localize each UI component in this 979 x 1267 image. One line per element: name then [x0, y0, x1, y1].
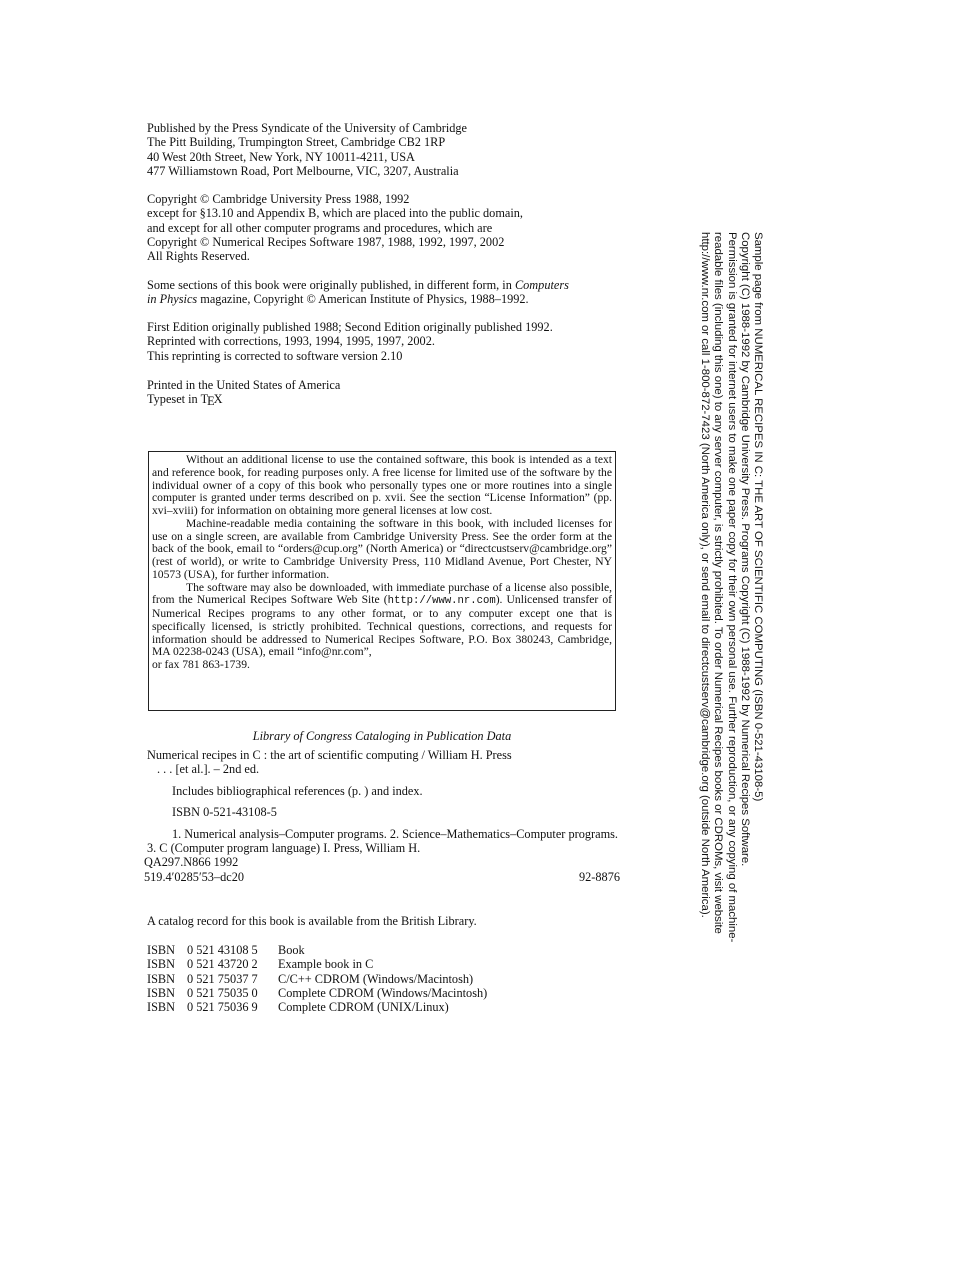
- printed-in: Printed in the United States of America: [147, 378, 341, 392]
- cip-line: 1. Numerical analysis–Computer programs. 2. Science–Mathematics–Computer programs.: [172, 827, 618, 841]
- isbn-label: ISBN: [147, 1000, 176, 1015]
- sidebar-rotated-text: [688, 232, 764, 943]
- isbn-row: [147, 957, 487, 971]
- dewey-number: 519.4′0285′53–dc20: [144, 870, 244, 884]
- license-fax-line: or fax 781 863-1739.: [152, 658, 250, 671]
- copyright-line: and except for all other computer programs and procedures, which are: [147, 220, 493, 235]
- publisher-line: 477 Williamstown Road, Port Melbourne, VIC, 3207, Australia: [147, 163, 459, 178]
- magazine-title: Computers: [514, 278, 569, 292]
- nr-website-link[interactable]: http://www.nr.com: [387, 595, 496, 608]
- edition-line: Reprinted with corrections, 1993, 1994, 1995, 1997, 2002.: [147, 334, 435, 349]
- isbn-row: [147, 943, 487, 957]
- license-text: ). Unlicensed transfer of Numerical Recipes programs to any other format, or to any computer except one that is specifically licensed, is strictly prohibited. Technical questions, corrections, and requests for information should be addressed to Numerical Recipes Software, P.O. Box 380243, Cambridge, MA 02238-0243 (USA), email “info@nr.com”,: [152, 593, 612, 659]
- isbn-list: [147, 943, 487, 1014]
- isbn-row: [147, 986, 487, 1000]
- publisher-line: The Pitt Building, Trumpington Street, Cambridge CB2 1RP: [147, 135, 446, 150]
- isbn-description: Book: [278, 943, 305, 957]
- cip-line: Includes bibliographical references (p. ) and index.: [172, 784, 423, 798]
- sections-note-line-1: [147, 278, 569, 292]
- isbn-number: 0 521 75035 0: [187, 985, 258, 1000]
- call-number: QA297.N866 1992: [144, 855, 239, 869]
- magazine-title: in Physics: [147, 292, 198, 307]
- cip-line: ISBN 0-521-43108-5: [172, 805, 277, 819]
- isbn-label: ISBN: [147, 957, 176, 972]
- isbn-description: C/C++ CDROM (Windows/Macintosh): [278, 971, 474, 986]
- sidebar-line: http://www.nr.com or call 1-800-872-7423 (North America only), or send email to directcustserv@cambridge.org (outside North America).: [699, 232, 712, 918]
- typeset-line: [147, 392, 340, 409]
- isbn-label: ISBN: [147, 985, 176, 1000]
- isbn-number: 0 521 43108 5: [187, 943, 258, 957]
- sections-note: [147, 278, 569, 307]
- isbn-description: Example book in C: [278, 957, 374, 972]
- isbn-row: [147, 972, 487, 986]
- edition-block: [147, 320, 553, 363]
- printing-block: [147, 378, 340, 407]
- isbn-label: ISBN: [147, 943, 176, 957]
- cip-line: Numerical recipes in C : the art of scientific computing / William H. Press: [147, 748, 512, 762]
- sections-text: magazine, Copyright © American Institute of Physics, 1988–1992.: [197, 292, 529, 307]
- sidebar-line: Copyright (C) 1988-1992 by Cambridge University Press. Programs Copyright (C) 1988-1992 by Numerical Recipes Software.: [738, 232, 751, 867]
- sections-note-line-2: [147, 292, 569, 306]
- publisher-line: 40 West 20th Street, New York, NY 10011-4211, USA: [147, 149, 415, 164]
- copyright-line: All Rights Reserved.: [147, 249, 250, 264]
- isbn-description: Complete CDROM (UNIX/Linux): [278, 1000, 449, 1015]
- isbn-number: 0 521 75037 7: [187, 971, 258, 986]
- license-notice-box: [148, 451, 616, 711]
- edition-line: First Edition originally published 1988; Second Edition originally published 1992.: [147, 320, 553, 334]
- sample-page-sidebar: [688, 232, 764, 943]
- publisher-block: [147, 121, 467, 178]
- isbn-row: [147, 1000, 487, 1014]
- license-paragraph-3: [152, 582, 612, 660]
- copyright-line: except for §13.10 and Appendix B, which are placed into the public domain,: [147, 206, 523, 221]
- sidebar-line: readable files (including this one) to any server computer, is strictly prohibited. To order Numerical Recipes books or CDROMs, visit website: [712, 232, 725, 934]
- copyright-line: Copyright © Cambridge University Press 1988, 1992: [147, 192, 410, 206]
- cip-line: 3. C (Computer program language) I. Press, William H.: [147, 841, 421, 855]
- lccn: 92-8876: [579, 870, 620, 884]
- copyright-line: Copyright © Numerical Recipes Software 1987, 1988, 1992, 1997, 2002: [147, 234, 505, 249]
- license-paragraph-2: Machine-readable media containing the software in this book, with included licenses for use on a single screen, are available from Cambridge University Press. See the order form at the back of the book, email to “orders@cup.org” (North America) or “directcustserv@cambridge.org” (rest of world), or write to Cambridge University Press, 110 Midland Avenue, Port Chester, NY 10573 (USA), for further information.: [152, 516, 612, 581]
- isbn-number: 0 521 75036 9: [187, 1000, 258, 1015]
- cip-heading: Library of Congress Cataloging in Publication Data: [252, 729, 512, 743]
- catalog-note: A catalog record for this book is available from the British Library.: [147, 914, 477, 928]
- sidebar-line: Permission is granted for internet users to make one paper copy for their own personal use. Further reproduction, or any copying of machine-: [725, 232, 738, 943]
- cip-line: . . . [et al.]. – 2nd ed.: [157, 762, 260, 776]
- edition-line: This reprinting is corrected to software version 2.10: [147, 348, 403, 363]
- sections-text: Some sections of this book were originally published, in different form, in: [147, 278, 515, 292]
- typeset-label: Typeset in: [147, 392, 201, 407]
- isbn-label: ISBN: [147, 971, 176, 986]
- license-paragraph-1: Without an additional license to use the contained software, this book is intended as a text and reference book, for reading purposes only. A free license for limited use of the software by the individual owner of a copy of this book who personally types one or more routines into a single computer is granted under terms described on p. xvii. See the section “License Information” (pp. xvi–xviii) for information on obtaining more general licenses at low cost.: [152, 453, 612, 517]
- copyright-block: [147, 192, 523, 263]
- isbn-description: Complete CDROM (Windows/Macintosh): [278, 985, 488, 1000]
- isbn-number: 0 521 43720 2: [187, 957, 258, 972]
- sidebar-line: Sample page from NUMERICAL RECIPES IN C: THE ART OF SCIENTIFIC COMPUTING (ISBN 0-521-43108-5): [752, 232, 764, 802]
- license-text: The software may also be downloaded, with immediate purchase of a license also possible, from the Numerical Recipes Software Web Site (: [152, 580, 612, 607]
- tex-logo: TEX: [200, 392, 223, 409]
- publisher-line: Published by the Press Syndicate of the University of Cambridge: [147, 121, 468, 135]
